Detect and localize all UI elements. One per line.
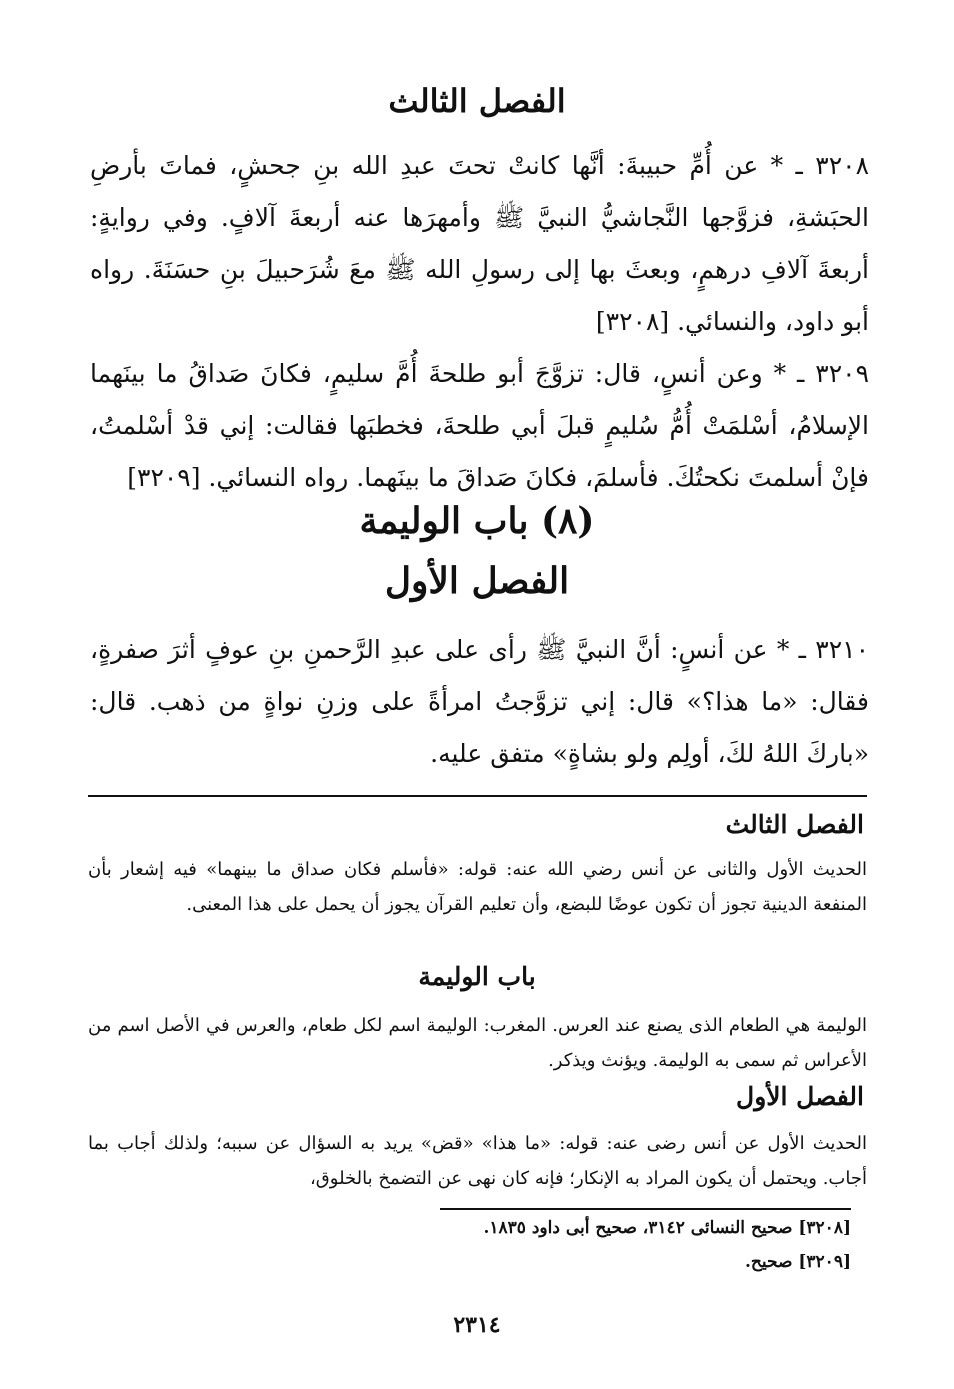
chapter-title: (٨) باب الوليمة <box>359 500 595 542</box>
section-heading-third: الفصل الثالث <box>388 82 566 120</box>
footnote-3209: [٣٢٠٩] صحيح. <box>745 1252 851 1272</box>
footnote-divider <box>440 1208 851 1210</box>
hadith-3208: ٣٢٠٨ ـ * عن أُمِّ حبيبةَ: أنَّها كانتْ تحتَ عبدِ الله بنِ جحشٍ، فماتَ بأرضِ الحبَشةِ، فزوَّجها النَّجاشيُّ النبيَّ ﷺ وأمهرَها عنه أربعةَ آلافٍ. وفي روايةٍ: أربعةَ آلافِ درهمٍ، وبعثَ بها إلى رسولِ الله ﷺ معَ شُرَحبيلَ بنِ حسَنَةَ. رواه أبو داود، والنسائي. [٣٢٠٨] <box>90 151 869 336</box>
page-number: ٢٣١٤ <box>453 1312 501 1338</box>
section-heading-first: الفصل الأول <box>384 560 570 602</box>
commentary-paragraph-1: الحديث الأول والثانى عن أنس رضي الله عنه: قوله: «فأسلم فكان صداق ما بينهما» فيه إشعار بأن المنفعة الدينية تجوز أن تكون عوضًا للبضع، وأن تعليم القرآن يجوز أن يحمل على هذا المعنى. <box>88 859 867 915</box>
commentary-divider <box>88 795 867 797</box>
commentary-heading-third: الفصل الثالث <box>725 810 864 839</box>
commentary-paragraph-3: الحديث الأول عن أنس رضى عنه: قوله: «ما هذا» «قض» يريد به السؤال عن سببه؛ ولذلك أجاب بما أجاب. ويحتمل أن يكون المراد به الإنكار؛ فإنه كان نهى عن التضمخ بالخلوق، <box>88 1133 867 1189</box>
hadith-3210: ٣٢١٠ ـ * عن أنسٍ: أنَّ النبيَّ ﷺ رأى على عبدِ الرَّحمنِ بنِ عوفٍ أثرَ صفرةٍ، فقال: «ما هذا؟» قال: إني تزوَّجتُ امرأةً على وزنِ نواةٍ من ذهب. قال: «باركَ اللهُ لكَ، أولِم ولو بشاةٍ» متفق عليه. <box>90 635 869 768</box>
hadith-3209: ٣٢٠٩ ـ * وعن أنسٍ، قال: تزوَّجَ أبو طلحةَ أُمَّ سليمٍ، فكانَ صَداقُ ما بينَهما الإسلامُ، أسْلمَتْ أُمُّ سُليمٍ قبلَ أبي طلحةَ، فخطبَها فقالت: إني قدْ أسْلمتُ، فإنْ أسلمتَ نكحتُكَ. فأسلمَ، فكانَ صَداقَ ما بينَهما. رواه النسائي. [٣٢٠٩] <box>90 359 869 492</box>
commentary-heading-first: الفصل الأول <box>736 1082 864 1111</box>
commentary-paragraph-2: الوليمة هي الطعام الذى يصنع عند العرس. المغرب: الوليمة اسم لكل طعام، والعرس في الأصل اسم من الأعراس ثم سمى به الوليمة. ويؤنث ويذكر. <box>88 1015 867 1071</box>
commentary-heading-walima: باب الوليمة <box>418 962 536 991</box>
footnote-3208: [٣٢٠٨] صحيح النسائى ٣١٤٢، صحيح أبى داود ١٨٣٥. <box>483 1218 851 1238</box>
